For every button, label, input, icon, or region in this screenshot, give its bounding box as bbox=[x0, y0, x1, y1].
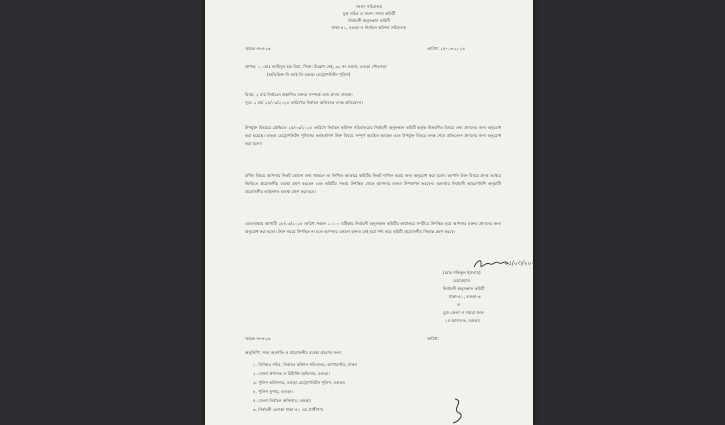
left-background bbox=[0, 0, 205, 425]
copy-item: ৪. পুলিশ সুপার, বগুড়া। bbox=[253, 389, 293, 394]
copy-item: ১. সিনিয়র সচিব, নির্বাচন কমিশন সচিবালয়, আগারগাঁও, ঢাকা। bbox=[253, 362, 358, 367]
letterhead-line-1: সংসদ সচিবালয় bbox=[355, 4, 383, 9]
body-paragraph-3: এমতাবস্থায় আগামী ২৮/০৩/২০২৪ তারিখ সকাল ১০:০০ ঘটিকায় নির্বাচনী অনুসন্ধান কমিটির কার্যালয়ে সশরীরে উপস্থিত হয়ে আপনার বক্তব্য প্রদানের জন্য অনুরোধ করা হলো। উক্ত সময়ে উপস্থিত না হলে আপনার কোনো বক্তব্য নেই মর্মে গণ্য করে কমিটি প্রয়োজনীয় সিদ্ধান্ত গ্রহণ করবে। bbox=[245, 221, 501, 234]
memo-number: স্মারক নং-৫২৬ bbox=[245, 46, 271, 51]
copy-memo-number: স্মারক নং-৫২৬ bbox=[245, 336, 271, 341]
recipient-line-1: প্রাপক: ১. মোঃ জাহিদুল হক মিয়া, পিতা: উল্লেখ নেই, ৩২ নং ওয়ার্ড, বগুড়া পৌরসভা bbox=[245, 64, 387, 69]
subject-line: বিষয়: ২ মার্চ নির্বাচনে প্রকাশিত বক্তব্য সম্পর্কে তথ্য প্রদান প্রসঙ্গে। bbox=[245, 92, 353, 97]
signatory-org-2: ঢাকা-৫১, বগুড়া-৬ bbox=[449, 294, 481, 299]
copy-item: ৫. জেলা নির্বাচন অফিসার, বগুড়া। bbox=[253, 398, 312, 403]
signatory-title: চেয়ারম্যান bbox=[453, 278, 471, 283]
signatory-org-4: ১ম আদালত, বগুড়া। bbox=[445, 318, 481, 323]
letterhead-line-3: নির্বাচনী অনুসন্ধান কমিটি bbox=[348, 18, 390, 23]
copy-item: ৬. নির্বাচনী এলাকা ঢাকা-৫১ এর প্রার্থীগণ। bbox=[253, 407, 324, 412]
signatory-and: ও bbox=[457, 302, 461, 307]
right-background bbox=[533, 0, 725, 425]
reference-line: সূত্র: ২ মার্চ ২৫/০৩/২০২৪ তারিখের নির্বাচন অফিসের তদন্ত প্রতিবেদন। bbox=[245, 100, 363, 105]
body-paragraph-2: বর্ণিত বিষয়ে আপনার নিকট কোনো তথ্য থাকলে তা লিখিত আকারে কমিটির নিকট দাখিল করার জন্য অনুরোধ করা হলো। আপনি উক্ত বিষয়ে প্রদত্ত তথ্যের ভিত্তিতে প্রয়োজনীয় ব্যবস্থা গ্রহণ করবেন এবং কমিটির সভায় উপস্থিত থেকে আপনার বক্তব্য উপস্থাপন করবেন। অন্যথায় নির্বাচনী আচরণবিধি অনুযায়ী প্রয়োজনীয় আইনগত ব্যবস্থা গ্রহণ করা হবে। bbox=[245, 173, 501, 194]
document-page bbox=[205, 0, 540, 425]
letterhead-line-2: যুগ্ম সচিব ও সংসদ সদস্য কমিটি bbox=[342, 11, 396, 16]
signatory-org-1: নির্বাচনী অনুসন্ধান কমিটি bbox=[443, 286, 485, 291]
copy-item: ৩. পুলিশ কমিশনার, বগুড়া মেট্রোপলিটন পুলিশ, বগুড়া। bbox=[253, 380, 346, 385]
copy-item: ২. জেলা প্রশাসক ও রিটার্নিং অফিসার, বগুড়া। bbox=[253, 371, 330, 376]
signature-date: ২৫/০৩/২০২৪ bbox=[504, 260, 540, 267]
letterhead-line-4: ঢাকা-৫১, বগুড়া ও নির্বাচন কমিশন সচিবালয় bbox=[331, 25, 407, 30]
handwritten-signature bbox=[472, 255, 540, 273]
copy-date-label: তারিখ: bbox=[427, 336, 439, 341]
initial-mark bbox=[445, 395, 475, 425]
memo-date: তারিখ: ২৫-০৩-২০২৪ bbox=[427, 46, 466, 51]
signatory-name: (মোঃ শফিকুল ইসলাম) bbox=[443, 270, 481, 275]
copy-header: অনুলিপি: সদয় অবগতি ও প্রয়োজনীয় ব্যবস্থা গ্রহণের জন্য: bbox=[245, 350, 343, 355]
recipient-line-2: (অতিরিক্ত সি আই ডি বগুড়া মেট্রোপলিটন পুলিশ) bbox=[267, 72, 351, 77]
body-paragraph-1: উপর্যুক্ত বিষয়ের প্রেক্ষিতে ২৫/০৩/২০২৪ তারিখে নির্বাচন কমিশন সচিবালয়ের নির্বাচনী অনুসন্ধান কমিটি কর্তৃক নিম্নবর্ণিত বিষয়ে তথ্য প্রদানের জন্য অনুরোধ করা হয়েছে। বগুড়া মেট্রোপলিটন পুলিশের কর্মকর্তাগণ উক্ত বিষয়ে সম্পূর্ণ অবহিত আছেন এবং উপর্যুক্ত বিষয়ে তদন্ত শেষে প্রতিবেদন প্রদানের জন্য অনুরোধ করা হলো। bbox=[245, 125, 501, 146]
signatory-org-3: যুগ্ম জেলা ও দায়রা জজ bbox=[443, 310, 484, 315]
